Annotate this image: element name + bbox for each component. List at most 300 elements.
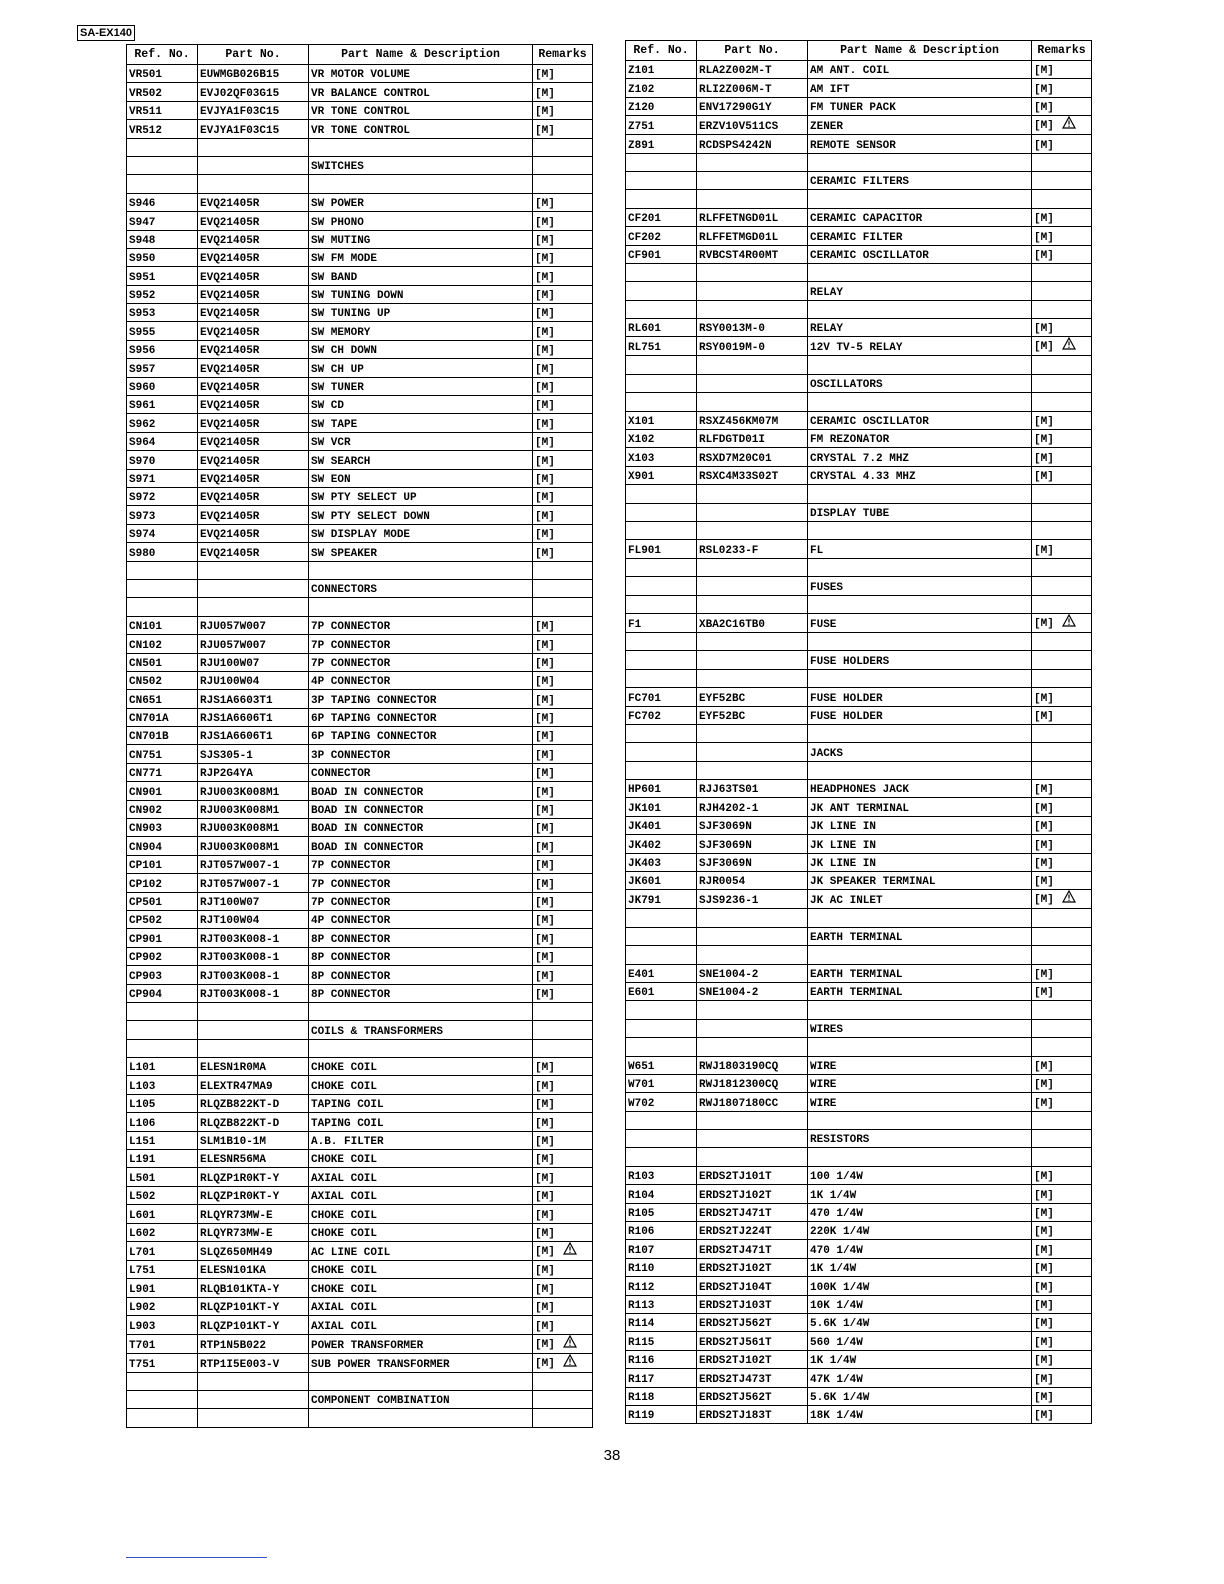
- part-name-text: CONNECTOR: [311, 768, 371, 781]
- part-name-text: VR TONE CONTROL: [311, 124, 411, 137]
- part-no-text: ERDS2TJ562T: [699, 1318, 772, 1331]
- part-no-text: RLFFETNGD01L: [699, 213, 779, 226]
- table-row: [626, 1203, 1092, 1221]
- part-no-cell: [697, 780, 808, 798]
- part-no-text: RWJ1803190CQ: [699, 1060, 779, 1073]
- table-row: [127, 469, 593, 487]
- part-no-cell: [697, 1001, 808, 1019]
- remarks-text: [M]: [535, 1338, 555, 1351]
- part-name-cell: [309, 1223, 533, 1241]
- part-no-cell: [697, 79, 808, 97]
- part-name-text: FUSE HOLDER: [810, 692, 883, 705]
- remarks-cell: [533, 616, 593, 634]
- ref-no-text: W702: [628, 1097, 655, 1110]
- remarks-cell: [533, 1390, 593, 1408]
- remarks-text: [M]: [1034, 987, 1054, 1000]
- remarks-cell: [533, 193, 593, 211]
- part-no-cell: [697, 743, 808, 761]
- part-no-cell: [697, 503, 808, 521]
- part-no-text: RJU057W007: [200, 639, 267, 652]
- part-name-cell: [808, 669, 1032, 687]
- ref-no-cell: [626, 356, 697, 374]
- ref-no-text: Z751: [628, 121, 655, 134]
- remarks-cell: [1032, 485, 1092, 503]
- table-row: [626, 466, 1092, 484]
- ref-no-cell: [127, 819, 198, 837]
- part-no-cell: [198, 892, 309, 910]
- part-name-text: EARTH TERMINAL: [810, 968, 903, 981]
- part-no-text: RJP2G4YA: [200, 768, 253, 781]
- part-name-cell: [309, 892, 533, 910]
- part-name-cell: [808, 1185, 1032, 1203]
- table-row: [127, 782, 593, 800]
- part-no-text: RJT003K008-1: [200, 988, 280, 1001]
- ref-no-text: JK601: [628, 876, 662, 889]
- part-name-cell: [808, 964, 1032, 982]
- remarks-text: [M]: [1034, 1079, 1054, 1092]
- part-no-text: EVQ21405R: [200, 271, 260, 284]
- part-no-cell: [198, 432, 309, 450]
- remarks-cell: [1032, 393, 1092, 411]
- table-row: [127, 616, 593, 634]
- part-name-text: CERAMIC OSCILLATOR: [810, 416, 929, 429]
- part-no-text: RLFDGTD01I: [699, 434, 766, 447]
- ref-no-cell: [626, 300, 697, 318]
- ref-no-cell: [626, 1314, 697, 1332]
- remarks-text: [M]: [1034, 802, 1054, 815]
- part-no-cell: [198, 727, 309, 745]
- remarks-cell: [1032, 595, 1092, 613]
- part-name-cell: [808, 1148, 1032, 1166]
- remarks-cell: [533, 83, 593, 101]
- table-row: [626, 982, 1092, 1000]
- remarks-text: [M]: [1034, 120, 1054, 133]
- part-name-text: 8P CONNECTOR: [311, 970, 391, 983]
- remarks-cell: [533, 322, 593, 340]
- remarks-cell: [533, 359, 593, 377]
- part-name-text: WIRE: [810, 1079, 837, 1092]
- ref-no-cell: [626, 632, 697, 650]
- part-name-text: WIRE: [810, 1060, 837, 1073]
- part-name-cell: [808, 872, 1032, 890]
- part-no-text: RJH4202-1: [699, 802, 759, 815]
- remarks-text: [M]: [535, 1228, 555, 1240]
- part-no-text: RLQZB822KT-D: [200, 1099, 280, 1112]
- remarks-text: [M]: [1034, 1244, 1054, 1257]
- part-no-text: ELESN1R0MA: [200, 1062, 267, 1075]
- ref-no-cell: [626, 135, 697, 153]
- part-no-cell: [198, 101, 309, 119]
- table-row: [127, 432, 593, 450]
- remarks-cell: [1032, 853, 1092, 871]
- remarks-text: [M]: [1034, 784, 1054, 797]
- ref-no-cell: [626, 171, 697, 189]
- remarks-cell: [1032, 374, 1092, 392]
- blank-row: [127, 138, 593, 156]
- ref-no-text: S947: [129, 216, 156, 229]
- remarks-cell: [533, 1002, 593, 1020]
- part-no-cell: [198, 929, 309, 947]
- part-no-cell: [198, 469, 309, 487]
- ref-no-cell: [626, 743, 697, 761]
- part-no-cell: [697, 1111, 808, 1129]
- remarks-text: [M]: [535, 1117, 555, 1130]
- remarks-text: [M]: [535, 253, 555, 266]
- part-no-text: EVQ21405R: [200, 345, 260, 358]
- ref-no-cell: [127, 487, 198, 505]
- table-row: [127, 1131, 593, 1149]
- ref-no-cell: [127, 1076, 198, 1094]
- part-no-cell: [697, 97, 808, 115]
- remarks-cell: [533, 635, 593, 653]
- ref-no-text: S955: [129, 326, 156, 339]
- part-name-text: CHOKE COIL: [311, 1265, 378, 1278]
- remarks-cell: [1032, 97, 1092, 115]
- part-name-cell: [309, 579, 533, 597]
- remarks-text: [M]: [535, 234, 555, 247]
- part-no-cell: [697, 171, 808, 189]
- part-name-text: CHOKE COIL: [311, 1154, 378, 1167]
- ref-no-cell: [127, 1058, 198, 1076]
- part-no-cell: [198, 1002, 309, 1020]
- remarks-text: [M]: [1034, 65, 1054, 78]
- part-no-cell: [198, 248, 309, 266]
- remarks-cell: [1032, 61, 1092, 79]
- part-no-cell: [697, 1240, 808, 1258]
- table-row: [127, 1334, 593, 1353]
- part-name-cell: [808, 1093, 1032, 1111]
- ref-no-cell: [127, 101, 198, 119]
- section-header-row: [626, 1019, 1092, 1037]
- ref-no-cell: [127, 1205, 198, 1223]
- part-name-cell: [309, 1261, 533, 1279]
- part-no-cell: [198, 690, 309, 708]
- table-row: [626, 872, 1092, 890]
- remarks-text: [M]: [535, 271, 555, 284]
- remarks-cell: [533, 1094, 593, 1112]
- part-no-cell: [697, 540, 808, 558]
- ref-no-cell: [626, 540, 697, 558]
- part-no-cell: [697, 153, 808, 171]
- ref-no-cell: [626, 411, 697, 429]
- part-no-text: SNE1004-2: [699, 987, 759, 1000]
- part-no-text: RLI2Z006M-T: [699, 83, 772, 96]
- remarks-cell: [533, 1372, 593, 1390]
- remarks-cell: [1032, 743, 1092, 761]
- section-header-row: [127, 1021, 593, 1039]
- part-no-text: RLQYR73MW-E: [200, 1228, 273, 1240]
- ref-no-text: W651: [628, 1060, 655, 1073]
- ref-no-cell: [626, 282, 697, 300]
- part-name-cell: [309, 837, 533, 855]
- ref-no-cell: [127, 1390, 198, 1408]
- part-name-text: 100K 1/4W: [810, 1281, 870, 1294]
- part-no-cell: [697, 1074, 808, 1092]
- part-no-cell: [198, 1261, 309, 1279]
- part-no-text: RLQZB822KT-D: [200, 1117, 280, 1130]
- ref-no-cell: [127, 65, 198, 83]
- ref-no-text: E401: [628, 968, 655, 981]
- part-no-text: RWJ1807180CC: [699, 1097, 779, 1110]
- remarks-cell: [1032, 1166, 1092, 1184]
- part-name-text: 10K 1/4W: [810, 1300, 863, 1312]
- remarks-text: [M]: [1034, 894, 1054, 907]
- ref-no-cell: [127, 285, 198, 303]
- part-name-text: 470 1/4W: [810, 1208, 863, 1221]
- remarks-cell: [1032, 632, 1092, 650]
- remarks-cell: [1032, 337, 1092, 356]
- remarks-text: [M]: [1034, 323, 1054, 336]
- part-name-cell: [309, 285, 533, 303]
- ref-no-text: T701: [129, 1339, 156, 1352]
- remarks-cell: [1032, 135, 1092, 153]
- ref-no-text: CP902: [129, 952, 163, 965]
- ref-no-text: CP101: [129, 860, 163, 873]
- part-no-text: RSL0233-F: [699, 544, 759, 557]
- part-no-cell: [198, 1372, 309, 1390]
- part-name-cell: [309, 1353, 533, 1372]
- ref-no-text: S980: [129, 547, 156, 560]
- ref-no-text: S948: [129, 234, 156, 247]
- ref-no-cell: [127, 690, 198, 708]
- remarks-text: [M]: [1034, 1300, 1054, 1312]
- remarks-cell: [533, 708, 593, 726]
- remarks-text: [M]: [535, 878, 555, 891]
- part-no-cell: [198, 340, 309, 358]
- remarks-text: [M]: [1034, 821, 1054, 834]
- remarks-text: [M]: [1034, 471, 1054, 484]
- part-name-cell: [309, 1058, 533, 1076]
- remarks-cell: [1032, 1277, 1092, 1295]
- ref-no-cell: [626, 927, 697, 945]
- part-no-cell: [697, 116, 808, 135]
- blank-row: [626, 1111, 1092, 1129]
- ref-no-cell: [127, 451, 198, 469]
- remarks-cell: [533, 120, 593, 138]
- ref-no-cell: [127, 947, 198, 965]
- part-no-text: RJU003K008M1: [200, 823, 280, 836]
- ref-no-cell: [626, 97, 697, 115]
- part-no-cell: [198, 671, 309, 689]
- part-name-text: CRYSTAL 7.2 MHZ: [810, 452, 910, 465]
- ref-no-cell: [127, 837, 198, 855]
- part-name-text: AC LINE COIL: [311, 1247, 391, 1259]
- remarks-text: [M]: [1034, 1208, 1054, 1221]
- part-name-cell: [309, 1002, 533, 1020]
- part-name-text: EARTH TERMINAL: [810, 932, 903, 945]
- part-no-cell: [198, 745, 309, 763]
- remarks-cell: [533, 175, 593, 193]
- part-name-text: 6P TAPING CONNECTOR: [311, 731, 437, 744]
- remarks-cell: [533, 543, 593, 561]
- part-no-cell: [697, 651, 808, 669]
- part-name-cell: [309, 1205, 533, 1223]
- remarks-text: [M]: [1034, 839, 1054, 852]
- remarks-text: [M]: [1034, 1097, 1054, 1110]
- part-name-cell: [808, 411, 1032, 429]
- part-name-text: RESISTORS: [810, 1134, 870, 1147]
- part-name-cell: [808, 374, 1032, 392]
- blank-row: [626, 356, 1092, 374]
- remarks-cell: [1032, 798, 1092, 816]
- table-row: [127, 800, 593, 818]
- ref-no-text: R118: [628, 1391, 655, 1404]
- part-no-cell: [697, 448, 808, 466]
- table-row: [626, 1240, 1092, 1258]
- blank-row: [626, 153, 1092, 171]
- part-no-cell: [198, 396, 309, 414]
- remarks-cell: [1032, 1405, 1092, 1423]
- ref-no-text: JK402: [628, 839, 662, 852]
- part-name-text: 1K 1/4W: [810, 1263, 857, 1276]
- ref-no-cell: [626, 1222, 697, 1240]
- remarks-cell: [533, 1076, 593, 1094]
- table-row: [626, 688, 1092, 706]
- ref-no-cell: [127, 414, 198, 432]
- part-no-text: RLQB101KTA-Y: [200, 1283, 280, 1296]
- ref-no-text: CN751: [129, 749, 163, 762]
- table-row: [127, 1316, 593, 1334]
- ref-no-cell: [127, 892, 198, 910]
- remarks-cell: [1032, 964, 1092, 982]
- part-name-text: AXIAL COIL: [311, 1302, 378, 1315]
- blank-row: [626, 558, 1092, 576]
- ref-no-text: FC701: [628, 692, 662, 705]
- remarks-cell: [1032, 1074, 1092, 1092]
- remarks-cell: [533, 598, 593, 616]
- part-name-cell: [808, 613, 1032, 632]
- part-name-cell: [808, 282, 1032, 300]
- table-row: [127, 966, 593, 984]
- parts-table-right: [625, 40, 1092, 1424]
- part-name-text: 7P CONNECTOR: [311, 639, 391, 652]
- ref-no-text: W701: [628, 1079, 655, 1092]
- part-name-cell: [808, 890, 1032, 909]
- part-name-text: SWITCHES: [311, 161, 364, 174]
- part-name-cell: [309, 855, 533, 873]
- remarks-cell: [533, 855, 593, 873]
- remarks-text: [M]: [535, 749, 555, 762]
- remarks-text: [M]: [535, 1191, 555, 1204]
- part-no-text: ENV17290G1Y: [699, 102, 772, 115]
- header-part-no: Part No.: [697, 41, 808, 61]
- remarks-cell: [533, 1150, 593, 1168]
- remarks-cell: [533, 1279, 593, 1297]
- part-no-cell: [697, 1203, 808, 1221]
- part-no-text: RJU100W04: [200, 676, 260, 689]
- table-row: [127, 377, 593, 395]
- part-no-text: EVQ21405R: [200, 418, 260, 431]
- ref-no-cell: [127, 1316, 198, 1334]
- part-name-cell: [309, 359, 533, 377]
- part-no-cell: [697, 853, 808, 871]
- ref-no-cell: [626, 798, 697, 816]
- part-no-cell: [697, 1405, 808, 1423]
- ref-no-text: R110: [628, 1263, 655, 1276]
- part-name-cell: [808, 1295, 1032, 1313]
- part-name-cell: [309, 800, 533, 818]
- ref-no-cell: [127, 1094, 198, 1112]
- table-row: [127, 193, 593, 211]
- caution-triangle-icon: [1062, 614, 1076, 632]
- remarks-text: [M]: [535, 216, 555, 229]
- remarks-cell: [533, 800, 593, 818]
- ref-no-cell: [626, 816, 697, 834]
- table-row: [626, 319, 1092, 337]
- ref-no-text: S972: [129, 492, 156, 505]
- ref-no-cell: [626, 227, 697, 245]
- remarks-text: [M]: [1034, 1263, 1054, 1276]
- ref-no-cell: [127, 653, 198, 671]
- ref-no-cell: [626, 1001, 697, 1019]
- remarks-cell: [1032, 1038, 1092, 1056]
- table-row: [626, 835, 1092, 853]
- part-no-text: EVQ21405R: [200, 455, 260, 468]
- part-no-cell: [697, 1019, 808, 1037]
- table-row: [127, 708, 593, 726]
- part-no-text: SJS9236-1: [699, 895, 759, 908]
- ref-no-cell: [127, 340, 198, 358]
- table-row: [127, 1094, 593, 1112]
- part-no-text: RJS1A6603T1: [200, 694, 273, 707]
- part-name-text: 470 1/4W: [810, 1244, 863, 1257]
- table-row: [127, 745, 593, 763]
- table-row: [127, 929, 593, 947]
- part-name-cell: [309, 414, 533, 432]
- part-no-cell: [697, 816, 808, 834]
- ref-no-text: L602: [129, 1228, 156, 1240]
- table-row: [127, 506, 593, 524]
- part-name-cell: [309, 322, 533, 340]
- remarks-cell: [1032, 558, 1092, 576]
- part-no-cell: [198, 451, 309, 469]
- caution-triangle-icon: [563, 1335, 577, 1353]
- remarks-cell: [533, 138, 593, 156]
- blank-row: [626, 1001, 1092, 1019]
- section-header-row: [626, 1130, 1092, 1148]
- part-no-cell: [697, 595, 808, 613]
- remarks-cell: [1032, 79, 1092, 97]
- remarks-cell: [1032, 688, 1092, 706]
- ref-no-cell: [626, 706, 697, 724]
- part-no-cell: [697, 356, 808, 374]
- part-no-text: SJF3069N: [699, 858, 752, 871]
- part-name-text: AM ANT. COIL: [810, 65, 890, 78]
- ref-no-cell: [127, 1021, 198, 1039]
- ref-no-cell: [626, 448, 697, 466]
- part-no-text: EVQ21405R: [200, 326, 260, 339]
- part-no-text: XBA2C16TB0: [699, 618, 766, 631]
- part-no-cell: [198, 1316, 309, 1334]
- part-no-cell: [697, 558, 808, 576]
- part-name-text: JK AC INLET: [810, 895, 883, 908]
- part-no-cell: [697, 374, 808, 392]
- table-row: [626, 97, 1092, 115]
- remarks-text: [M]: [1034, 710, 1054, 723]
- part-name-cell: [309, 671, 533, 689]
- part-name-text: ZENER: [810, 121, 844, 134]
- ref-no-text: R119: [628, 1410, 655, 1423]
- part-name-cell: [808, 97, 1032, 115]
- table-row: [626, 890, 1092, 909]
- remarks-cell: [1032, 780, 1092, 798]
- ref-no-cell: [626, 1148, 697, 1166]
- part-name-text: SW PHONO: [311, 216, 364, 229]
- remarks-cell: [533, 1223, 593, 1241]
- ref-no-text: L751: [129, 1265, 156, 1278]
- part-name-text: FM TUNER PACK: [810, 102, 896, 115]
- part-no-text: EYF52BC: [699, 710, 746, 723]
